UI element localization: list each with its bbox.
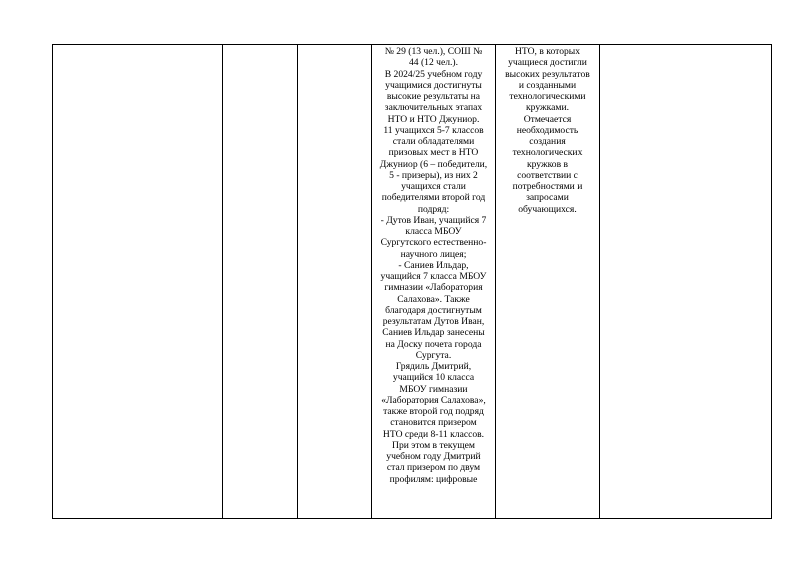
text-line: соответствии с (517, 169, 578, 181)
table-cell-col2 (223, 45, 298, 519)
text-line: высоких результатов (505, 68, 590, 80)
text-line: профилям: цифровые (389, 473, 478, 485)
text-line: научного лицея; (400, 248, 467, 260)
text-line: Салахова». Также (397, 293, 470, 305)
text-line: учащимися достигнуты (385, 79, 482, 91)
report-table (52, 44, 772, 519)
text-line: Отмечается (523, 113, 572, 125)
text-line: НТО и НТО Джуниор. (387, 113, 480, 125)
text-line: НТО, в которых (514, 46, 581, 57)
text-line: Джуниор (6 – победители, (379, 158, 488, 170)
text-line: учащиеся достигли (508, 57, 587, 69)
text-line: учащихся стали (401, 181, 466, 192)
text-line: Грядиль Дмитрий, (395, 361, 472, 372)
text-line: 11 учащихся 5-7 классов (383, 124, 484, 136)
text-line: на Доску почета города (385, 338, 482, 350)
text-line: кружков в (526, 158, 569, 170)
text-line: и созданными (518, 79, 577, 91)
text-line: учащийся 10 класса (392, 372, 475, 384)
text-line: обучающихся. (518, 203, 577, 215)
text-line: создания (529, 136, 566, 147)
text-line: победителями второй год (381, 192, 486, 204)
text-line: высокие результаты на (386, 91, 481, 102)
table-cell-col6 (600, 45, 772, 519)
text-line: 44 (12 чел.). (408, 57, 459, 69)
text-line: кружками. (525, 102, 569, 114)
text-line: потребностями и (512, 181, 583, 192)
text-line: стал призером по двум (386, 462, 481, 474)
text-line: - Дутов Иван, учащийся 7 (380, 214, 487, 226)
text-line: № 29 (13 чел.), СОШ № (384, 46, 483, 57)
text-line: становится призером (390, 417, 477, 429)
text-line: В 2024/25 учебном году (384, 68, 483, 80)
text-line: - Саниев Ильдар, (398, 259, 469, 271)
text-line: результатам Дутов Иван, (382, 316, 485, 327)
text-line: благодаря достигнутым (385, 304, 482, 316)
text-line: Сургутского естественно- (380, 237, 487, 249)
text-line: технологическими (509, 91, 586, 102)
text-line: стали обладателями (392, 136, 475, 147)
text-line: подряд: (417, 203, 450, 215)
conclusion-text (496, 45, 599, 215)
table-cell-col3 (298, 45, 372, 519)
text-line: учебном году Дмитрий (386, 451, 481, 462)
text-line: Сургута. (415, 349, 452, 361)
results-text (372, 45, 495, 485)
text-line: учащийся 7 класса МБОУ (380, 271, 487, 282)
text-line: гимназии «Лаборатория (384, 282, 483, 294)
text-line: НТО среди 8-11 классов. (382, 428, 485, 440)
text-line: Саниев Ильдар занесены (382, 327, 485, 339)
text-line: При этом в текущем (392, 439, 475, 451)
text-line: запросами (526, 192, 569, 204)
table-cell-results (372, 45, 496, 519)
text-line: класса МБОУ (405, 226, 462, 237)
text-line: «Лаборатория Салахова», (381, 394, 486, 406)
text-line: заключительных этапах (384, 102, 483, 114)
text-line: технологических (512, 147, 583, 159)
text-line: МБОУ гимназии (399, 383, 468, 395)
text-line: 5 - призеры), из них 2 (389, 169, 478, 181)
text-line: призовых мест в НТО (388, 147, 479, 159)
table-cell-conclusion (496, 45, 600, 519)
text-line: также второй год подряд (383, 406, 484, 417)
table-cell-col1 (53, 45, 223, 519)
table-row (53, 45, 772, 519)
text-line: необходимость (516, 124, 579, 136)
